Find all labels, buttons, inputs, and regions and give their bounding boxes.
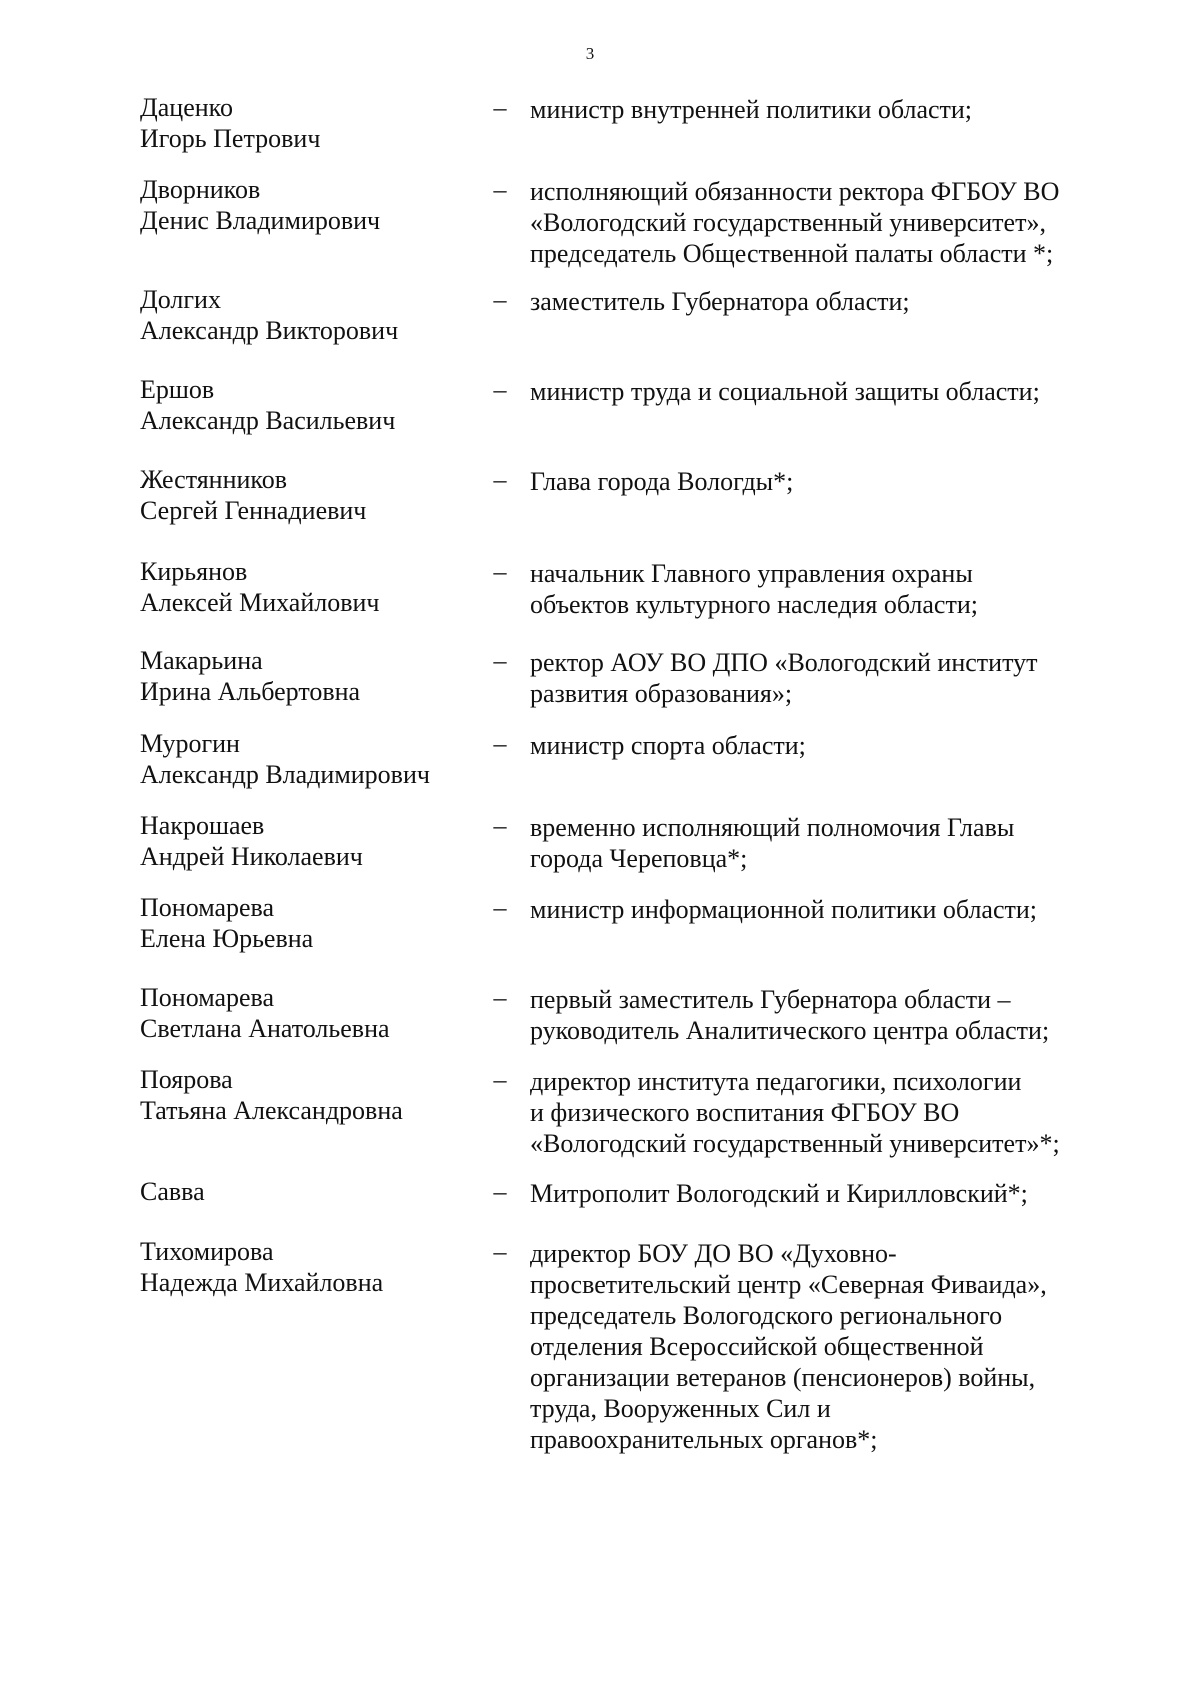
dash-separator: –: [493, 1237, 507, 1266]
member-name: [140, 982, 480, 1044]
dash-separator: –: [493, 811, 507, 840]
member-position: Митрополит Вологодский и Кирилловский*;: [530, 1179, 1028, 1208]
member-name: [140, 284, 480, 346]
member-surname: Тихомирова: [140, 1237, 274, 1266]
dash-separator: –: [493, 983, 507, 1012]
member-name: [140, 374, 480, 436]
member-given-names: Надежда Михайловна: [140, 1268, 384, 1297]
dash-separator: –: [493, 729, 507, 758]
page-number: 3: [585, 44, 595, 63]
member-surname: Накрошаев: [140, 811, 265, 840]
member-given-names: Игорь Петрович: [140, 124, 321, 153]
member-surname: Макарьина: [140, 646, 263, 675]
member-name: [140, 1176, 480, 1207]
member-given-names: Татьяна Александровна: [140, 1096, 403, 1125]
member-surname: Долгих: [140, 285, 221, 314]
member-position: ректор АОУ ВО ДПО «Вологодский институт развития образования»;: [530, 648, 1038, 708]
member-name: [140, 92, 480, 154]
member-name: [140, 464, 480, 526]
member-position: начальник Главного управления охраны объектов культурного наследия области;: [530, 559, 978, 619]
member-name: [140, 1236, 480, 1298]
dash-separator: –: [493, 375, 507, 404]
member-position: временно исполняющий полномочия Главы города Череповца*;: [530, 813, 1015, 873]
dash-separator: –: [493, 465, 507, 494]
member-given-names: Денис Владимирович: [140, 206, 381, 235]
member-surname: Пономарева: [140, 893, 275, 922]
member-given-names: Александр Васильевич: [140, 406, 396, 435]
dash-separator: –: [493, 646, 507, 675]
member-position: Глава города Вологды*;: [530, 467, 794, 496]
member-given-names: Ирина Альбертовна: [140, 677, 361, 706]
member-position: исполняющий обязанности ректора ФГБОУ ВО «Вологодский государственный университет», председатель Общественной палаты области *;: [530, 177, 1060, 268]
member-position: директор института педагогики, психологии и физического воспитания ФГБОУ ВО «Вологодский государственный университет»*;: [530, 1067, 1060, 1158]
member-position: министр внутренней политики области;: [530, 95, 973, 124]
dash-separator: –: [493, 1065, 507, 1094]
member-position: министр информационной политики области;: [530, 895, 1037, 924]
member-name: [140, 810, 480, 872]
member-name: [140, 645, 480, 707]
member-name: [140, 174, 480, 236]
member-position: директор БОУ ДО ВО «Духовно- просветительский центр «Северная Фиваида», председатель Вологодского регионального отделения Всероссийской общественной организации ветеранов (пенсионеров) войны, труда, Вооруженных Сил и правоохранительных органов*;: [530, 1239, 1047, 1454]
member-surname: Ершов: [140, 375, 215, 404]
member-given-names: Сергей Геннадиевич: [140, 496, 367, 525]
member-surname: Савва: [140, 1177, 205, 1206]
member-position: министр спорта области;: [530, 731, 806, 760]
member-given-names: Александр Викторович: [140, 316, 399, 345]
dash-separator: –: [493, 175, 507, 204]
member-surname: Дворников: [140, 175, 261, 204]
member-name: [140, 892, 480, 954]
member-name: [140, 556, 480, 618]
dash-separator: –: [493, 285, 507, 314]
member-name: [140, 728, 480, 790]
dash-separator: –: [493, 93, 507, 122]
member-given-names: Андрей Николаевич: [140, 842, 363, 871]
member-position: первый заместитель Губернатора области – руководитель Аналитического центра области;: [530, 985, 1050, 1045]
member-surname: Пономарева: [140, 983, 275, 1012]
member-name: [140, 1064, 480, 1126]
dash-separator: –: [493, 557, 507, 586]
member-given-names: Александр Владимирович: [140, 760, 430, 789]
member-given-names: Алексей Михайлович: [140, 588, 380, 617]
member-given-names: Елена Юрьевна: [140, 924, 314, 953]
member-surname: Жестянников: [140, 465, 288, 494]
member-position: заместитель Губернатора области;: [530, 287, 910, 316]
member-surname: Кирьянов: [140, 557, 248, 586]
dash-separator: –: [493, 1177, 507, 1206]
member-position: министр труда и социальной защиты области;: [530, 377, 1040, 406]
member-given-names: Светлана Анатольевна: [140, 1014, 390, 1043]
member-surname: Даценко: [140, 93, 233, 122]
member-surname: Мурогин: [140, 729, 240, 758]
member-surname: Поярова: [140, 1065, 233, 1094]
dash-separator: –: [493, 893, 507, 922]
